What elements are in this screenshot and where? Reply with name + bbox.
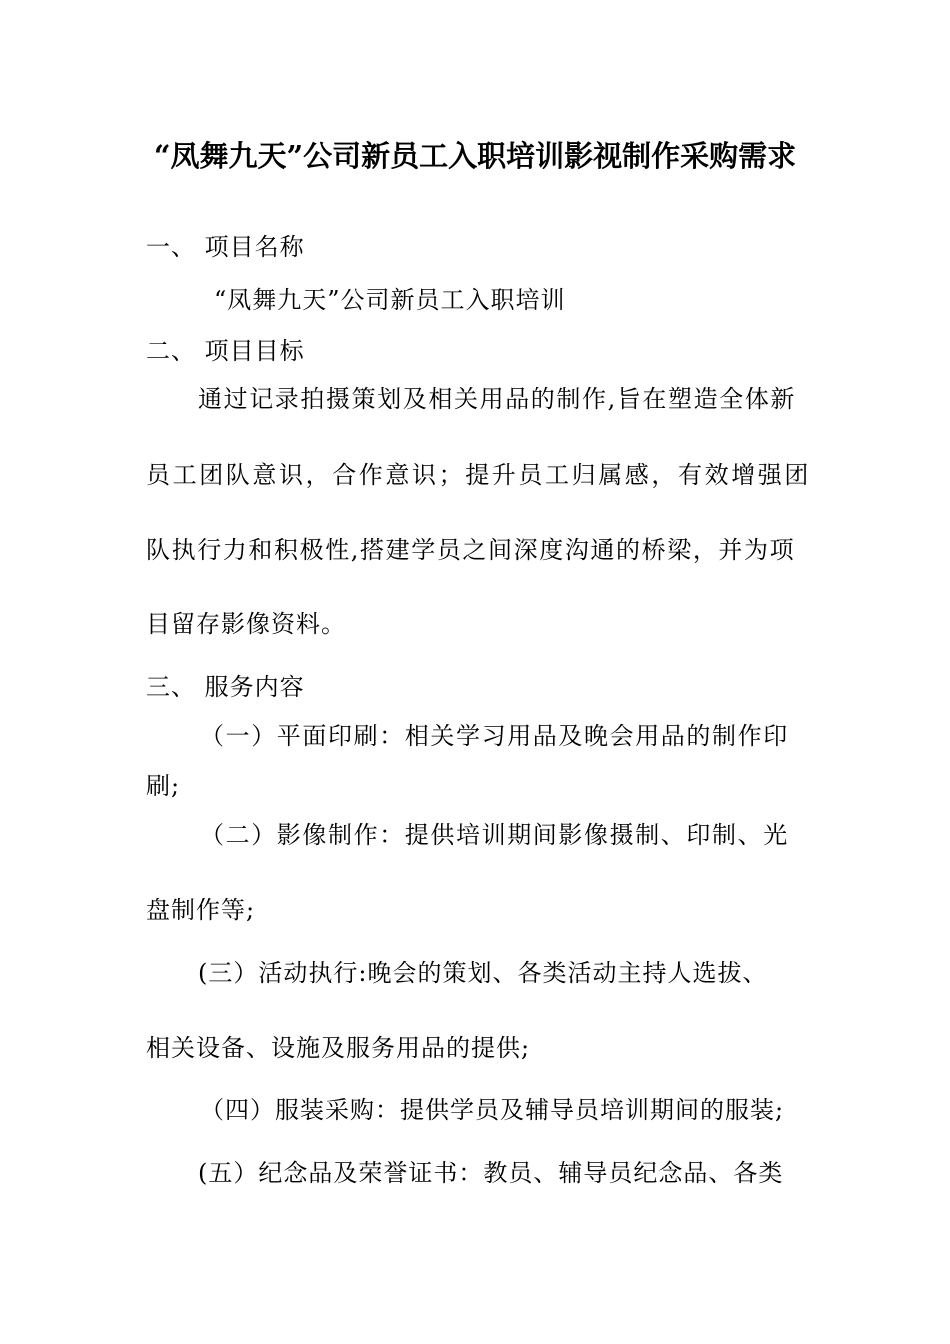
list-item: (五）纪念品及荣誉证书：教员、辅导员纪念品、各类 (198, 1159, 784, 1187)
paragraph-line: 目留存影像资料。 (146, 610, 346, 638)
list-item-continuation: 相关设备、设施及服务用品的提供; (146, 1034, 531, 1062)
section-heading-1: 一、 项目名称 (146, 233, 305, 261)
section-heading-3: 三、 服务内容 (146, 673, 305, 701)
list-item: (三）活动执行:晚会的策划、各类活动主持人选拔、 (198, 959, 768, 987)
list-item: （四）服装采购：提供学员及辅导员培训期间的服装; (200, 1096, 785, 1124)
list-item-continuation: 盘制作等; (146, 896, 256, 924)
paragraph-line: 通过记录拍摄策划及相关用品的制作,旨在塑造全体新 (198, 385, 797, 413)
list-item: （一）平面印刷：相关学习用品及晚会用品的制作印 (200, 722, 789, 750)
list-item: （二）影像制作：提供培训期间影像摄制、印制、光 (200, 821, 789, 849)
document-title: “凤舞九天”公司新员工入职培训影视制作采购需求 (153, 139, 797, 173)
project-name-text: “凤舞九天”公司新员工入职培训 (214, 286, 566, 314)
paragraph-line: 队执行力和积极性,搭建学员之间深度沟通的桥梁，并为项 (146, 536, 796, 564)
list-item-continuation: 刷; (146, 772, 181, 800)
section-heading-2: 二、 项目目标 (146, 337, 305, 365)
paragraph-line: 员工团队意识，合作意识；提升员工归属感，有效增强团 (146, 461, 811, 489)
